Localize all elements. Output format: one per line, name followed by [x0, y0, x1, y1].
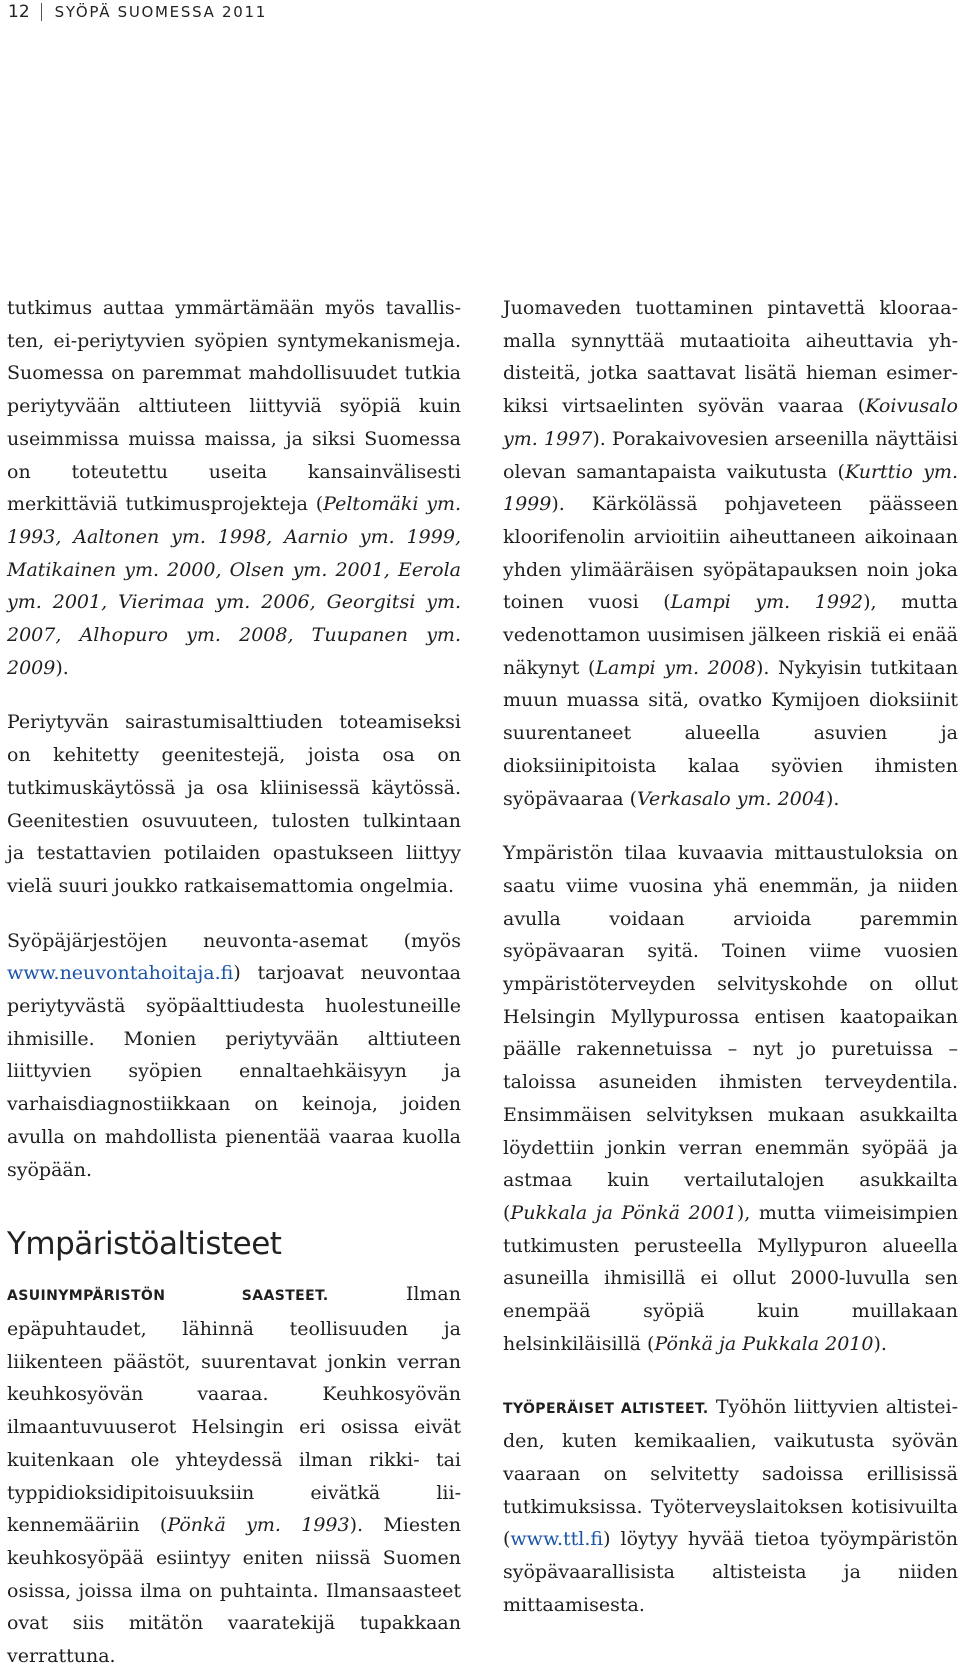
- paragraph: [7, 1278, 461, 1672]
- text-run: ) löytyy hyvää tietoa työympäristön syöpävaarallisista altisteista ja niiden mittaamisesta.: [503, 1528, 958, 1616]
- text-run: ).: [873, 1332, 887, 1355]
- text-run: Syöpäjärjestöjen neuvonta-asemat (myös: [7, 929, 461, 952]
- citation: Pönkä ja Pukkala 2010: [654, 1332, 874, 1355]
- text-run: Ympäristön tilaa kuvaavia mittaustuloksia on saatu viime vuosina yhä enemmän, ja niiden avulla voidaan arvioida paremmin syöpävaaran syitä. Toinen viime vuosien ympäristöterveyden selvityskohde on ollut Helsingin Myllypurossa entisen kaatopaikan päälle rakennetuissa – nyt jo puretuissa – taloissa asuneiden ihmisten terveydentila. Ensimmäisen selvityksen mukaan asukkailta löydettiin jonkin verran enemmän syöpää ja astmaa kuin vertailutalojen asukkailta (: [503, 842, 958, 1224]
- text-run: ), mutta viimeisimpien tutkimusten perusteella Myllypuron alueella asuneilla ihmisillä ei ollut 2000-luvulla sen enempää syöpiä kuin muillakaan helsinkiläisillä (: [503, 1201, 958, 1355]
- web-link[interactable]: www.ttl.fi: [510, 1528, 604, 1551]
- text-run: ), mutta vedenottamon uusimisen jälkeen riskiä ei enää näkynyt (: [503, 591, 958, 679]
- citation: Kurttio ym. 1999: [503, 460, 958, 516]
- paragraph: [503, 292, 958, 815]
- text-run: ). Nykyisin tutkitaan muun muassa sitä, ovatko Kymijoen dioksiinit suurentaneet alueella asuvien ja dioksiinipitoista kalaa syövien ihmisten syöpävaaraa (: [503, 656, 958, 810]
- page-number: 12: [8, 2, 30, 22]
- text-run: Juomaveden tuottaminen pintavettä klooraamalla synnyttää mutaatioita aiheuttavia yhdisteitä, jotka saattavat lisätä hieman esimerkiksi virtsaelinten syövän vaaraa (: [503, 297, 958, 418]
- paragraph: [7, 925, 461, 1187]
- citation: Lampi ym. 2008: [595, 656, 756, 679]
- web-link[interactable]: www.neuvontahoitaja.fi: [7, 962, 234, 985]
- right-column: [503, 292, 958, 1621]
- paragraph: [503, 1391, 958, 1622]
- text-run: ). Porakaivovesien arseenilla näyttäisi olevan samantapaista vaikutusta (: [503, 427, 958, 483]
- text-run: Ilman epäpuhtaudet, lähinnä teollisuuden ja liikenteen päästöt, suurentavat jonkin verran keuhkosyövän vaaraa. Keuhkosyövän ilmaantuvuuserot Helsingin eri osissa eivät kuitenkaan ole yhteydessä ilman rikki- tai typpidioksidipitoisuuksiin eivätkä liikennemääriin (: [7, 1283, 461, 1537]
- citation: Koivusalo ym. 1997: [503, 395, 958, 450]
- paragraph: [503, 837, 958, 1360]
- citation: Lampi ym. 1992: [670, 591, 864, 614]
- citation: Peltomäki ym. 1993, Aaltonen ym. 1998, Aarnio ym. 1999, Matikainen ym. 2000, Olsen ym. 2001, Eerola ym. 2001, Vierimaa ym. 2006, Georgitsi ym. 2007, Alhopuro ym. 2008, Tuupanen ym. 2009: [7, 493, 461, 679]
- paragraph: [7, 292, 461, 684]
- run-in-heading: ASUINYMPÄRISTÖN SAASTEET.: [7, 1288, 329, 1305]
- running-header: [8, 0, 267, 24]
- paragraph: Periytyvän sairastumisalttiuden toteamiseksi on kehitetty geenitestejä, joista osa on tutkimuskäytössä ja osa kliinisessä käytössä. Geenitestien osuvuuteen, tulosten tulkintaan ja testattavien potilaiden opastukseen liittyy vielä suuri joukko ratkaisemattomia ongelmia.: [7, 711, 461, 897]
- text-run: ) tarjoavat neuvontaa periytyvästä syöpäalttiudesta huolestuneille ihmisille. Monien periytyvään alttiuteen liittyvien syöpien ennaltaehkäisyyn ja varhaisdiagnostiikkaan on keinoja, joiden avulla on mahdollista pienentää vaaraa kuolla syöpään.: [7, 962, 461, 1181]
- text-run: ).: [825, 787, 840, 810]
- running-title: SYÖPÄ SUOMESSA 2011: [54, 3, 267, 21]
- citation: Pönkä ym. 1993: [167, 1514, 350, 1537]
- header-divider: [41, 3, 42, 21]
- text-run: ). Miesten keuhkosyöpää esiintyy eniten niissä Suomen osissa, joissa ilma on puhtainta. Ilmansaasteet ovat siis mitätön vaaratekijä tupakkaan verrattuna.: [7, 1514, 461, 1668]
- run-in-heading: TYÖPERÄISET ALTISTEET.: [503, 1400, 709, 1417]
- section-heading: Ympäristöaltisteet: [7, 1226, 282, 1263]
- text-run: ).: [55, 656, 69, 679]
- citation: Pukkala ja Pönkä 2001: [510, 1201, 737, 1224]
- text-run: ). Kärkölässä pohjaveteen päässeen kloorifenolin arvioitiin aiheuttaneen aikoinaan yhden ylimääräisen syöpätapauksen noin joka toinen vuosi (: [503, 493, 958, 614]
- left-column: [7, 292, 461, 1673]
- citation: Verkasalo ym. 2004: [637, 787, 826, 810]
- text-run: Työhön liittyvien altisteiden, kuten kemikaalien, vaikutusta syövän vaaraan on selvitetty sadoissa erillisissä tutkimuksissa. Työterveyslaitoksen kotisivuilta (: [503, 1395, 958, 1551]
- text-run: tutkimus auttaa ymmärtämään myös tavallisten, ei-periytyvien syöpien syntymekanismeja. Suomessa on paremmat mahdollisuudet tutkia periytyvään alttiuteen liittyviä syöpiä kuin useimmissa muissa maissa, ja siksi Suomessa on toteutettu useita kansainvälisesti merkittäviä tutkimusprojekteja (: [7, 297, 461, 516]
